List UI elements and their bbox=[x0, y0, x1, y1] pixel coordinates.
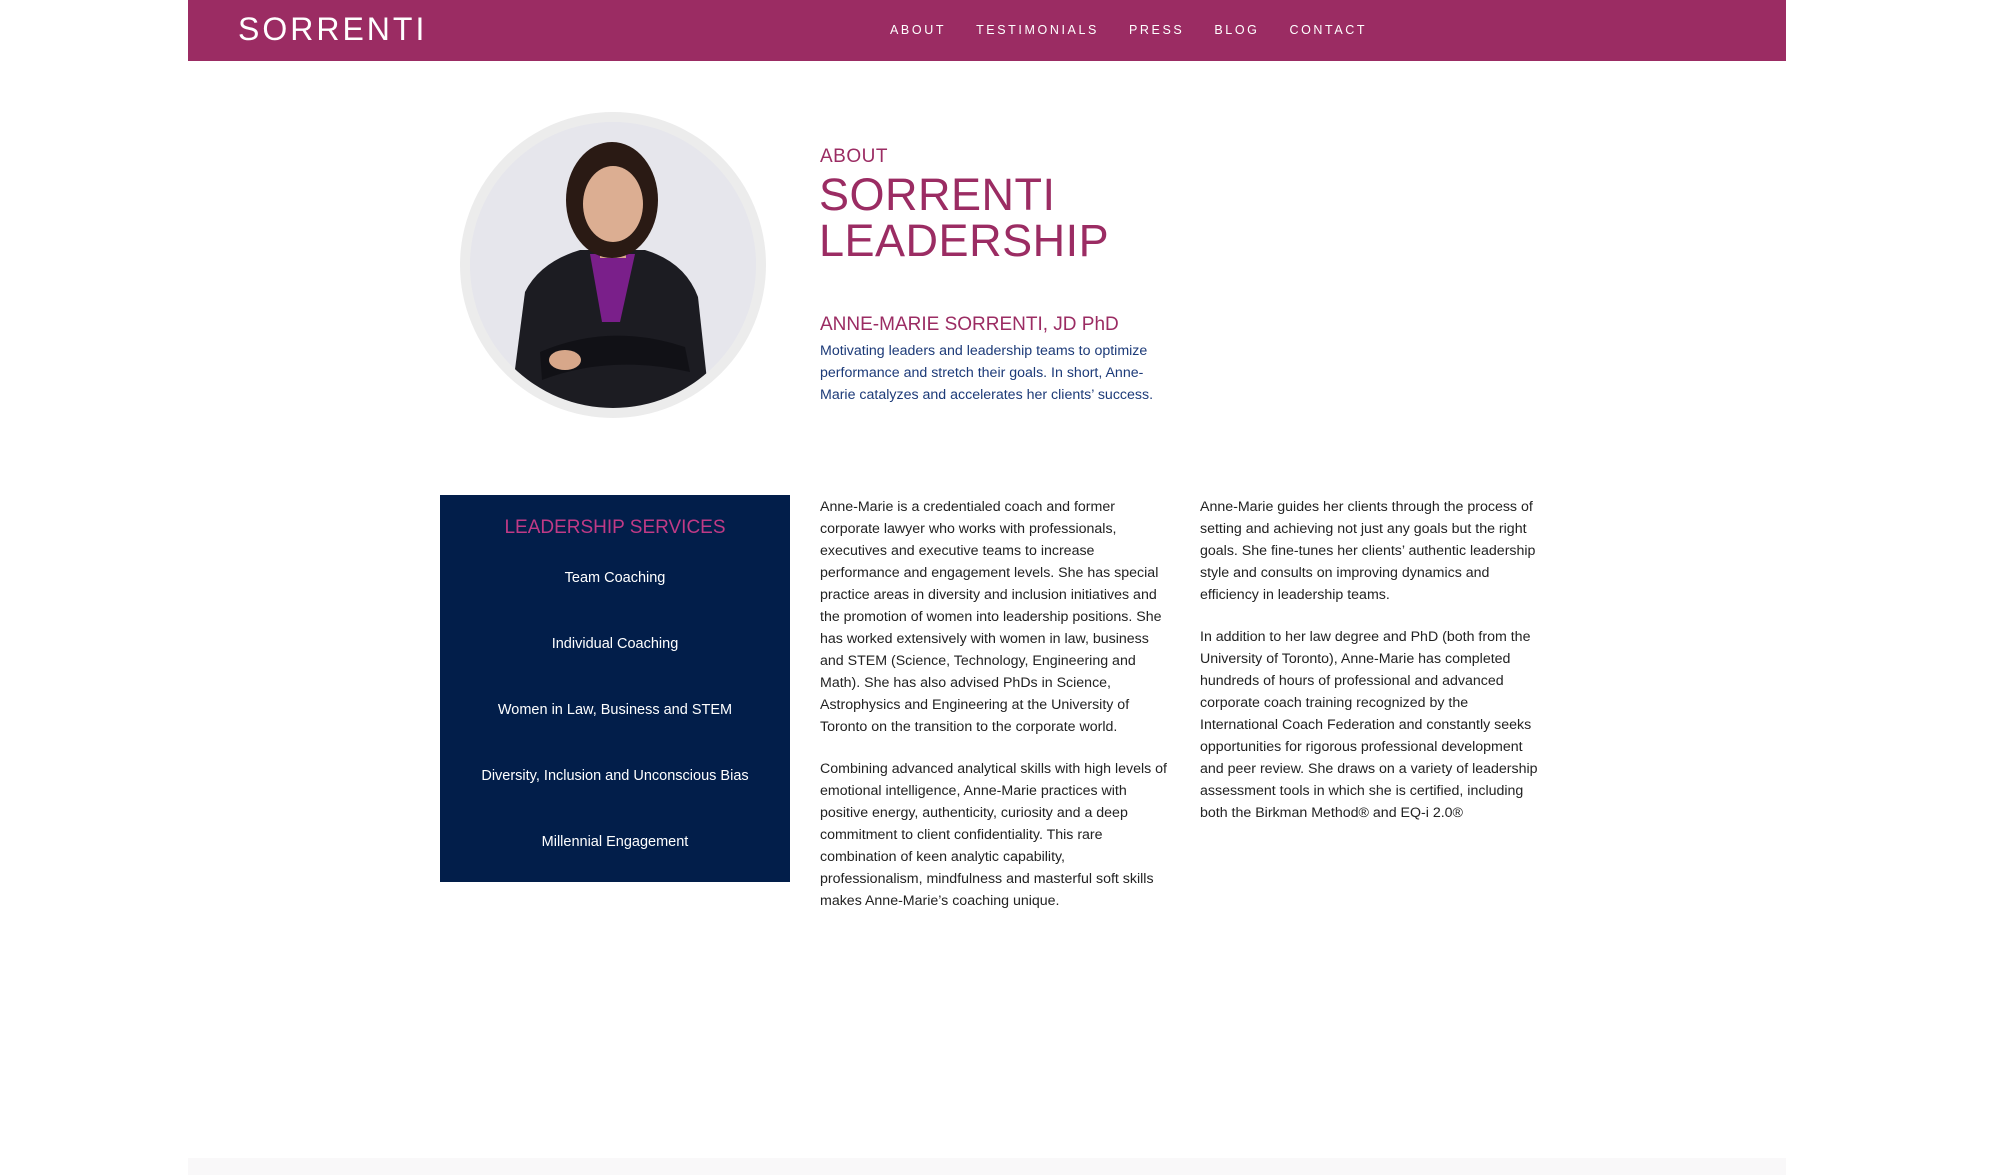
nav-press-link[interactable]: PRESS bbox=[1128, 23, 1185, 37]
title-line-1: SORRENTI bbox=[819, 169, 1056, 220]
portrait-photo bbox=[470, 122, 756, 408]
title-line-2: LEADERSHIP bbox=[819, 215, 1110, 266]
bio-paragraph: Combining advanced analytical skills with high levels of emotional intelligence, Anne-Marie practices with positive energy, authenticity, curiosity and a deep commitment to client confidentiality. This rare combination of keen analytic capability, professionalism, mindfulness and masterful soft skills makes Anne-Marie’s coaching unique. bbox=[820, 761, 1167, 909]
footer-strip bbox=[188, 1158, 1786, 1175]
person-name: ANNE-MARIE SORRENTI, JD PhD bbox=[820, 314, 1119, 335]
leadership-services-box bbox=[440, 495, 790, 882]
page-title bbox=[819, 169, 1219, 266]
nav-about-link[interactable]: ABOUT bbox=[890, 23, 947, 37]
bio-paragraph: Anne-Marie guides her clients through the process of setting and achieving not just any goals but the right goals. She fine-tunes her clients’ authentic leadership style and consults on improving dynamics and efficiency in leadership teams. bbox=[1200, 499, 1536, 603]
bio-column-1 bbox=[820, 496, 1170, 932]
nav-testimonials-link[interactable]: TESTIMONIALS bbox=[976, 23, 1099, 37]
services-heading: LEADERSHIP SERVICES bbox=[504, 517, 726, 538]
service-individual-coaching[interactable]: Individual Coaching bbox=[551, 636, 679, 652]
section-eyebrow: ABOUT bbox=[820, 146, 888, 167]
bio-paragraph: Anne-Marie is a credentialed coach and former corporate lawyer who works with professionals, executives and executive teams to increase performance and engagement levels. She has special practice areas in diversity and inclusion initiatives and the promotion of women into leadership positions. She has worked extensively with women in law, business and STEM (Science, Technology, Engineering and Math). She has also advised PhDs in Science, Astrophysics and Engineering at the University of Toronto on the transition to the corporate world. bbox=[820, 499, 1162, 735]
tagline: Motivating leaders and leadership teams to optimize performance and stretch their goals. In short, Anne-Marie catalyzes and accelerates her clients’ success. bbox=[820, 343, 1154, 403]
bio-paragraph: In addition to her law degree and PhD (both from the University of Toronto), Anne-Marie has completed hundreds of hours of professional and advanced corporate coach training recognized by the International Coach Federation and constantly seeks opportunities for rigorous professional development and peer review. She draws on a variety of leadership assessment tools in which she is certified, including both the Birkman Method® and EQ-i 2.0® bbox=[1200, 629, 1538, 821]
service-diversity-inclusion[interactable]: Diversity, Inclusion and Unconscious Bias bbox=[481, 768, 749, 784]
service-millennial-engagement[interactable]: Millennial Engagement bbox=[541, 834, 689, 850]
nav-contact-link[interactable]: CONTACT bbox=[1289, 23, 1368, 37]
main-nav bbox=[890, 23, 1397, 37]
service-team-coaching[interactable]: Team Coaching bbox=[564, 570, 666, 586]
service-women-in-law-business-stem[interactable]: Women in Law, Business and STEM bbox=[497, 702, 733, 718]
site-logo[interactable]: SORRENTI bbox=[238, 11, 428, 47]
bio-column-2 bbox=[1200, 496, 1550, 844]
nav-blog-link[interactable]: BLOG bbox=[1214, 23, 1260, 37]
